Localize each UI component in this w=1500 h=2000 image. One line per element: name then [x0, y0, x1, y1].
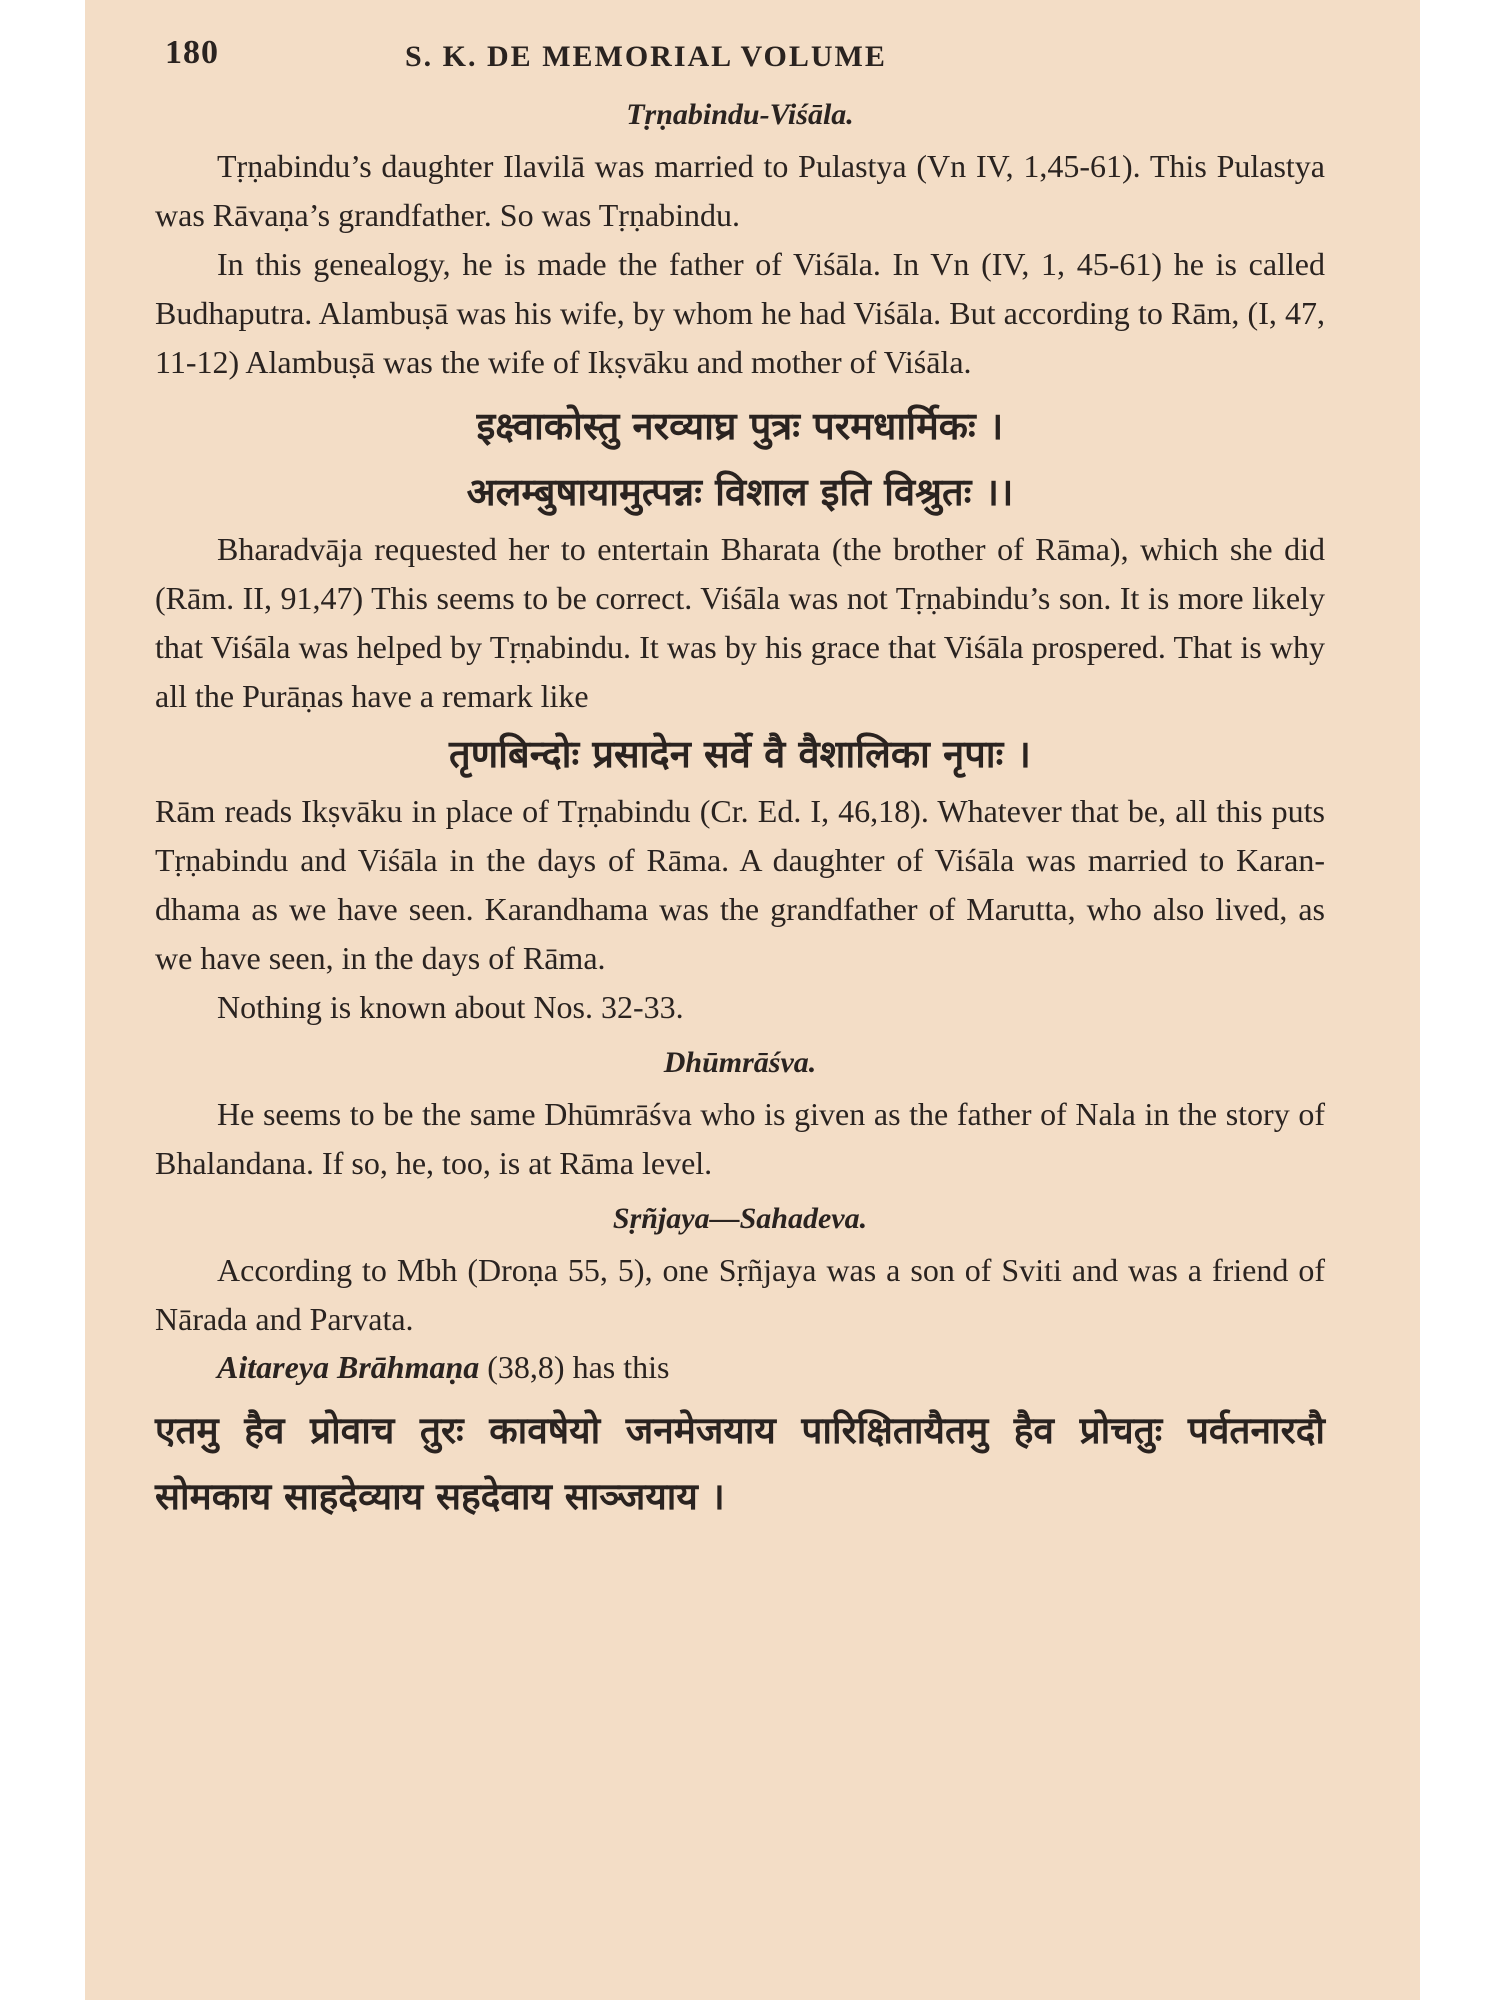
running-head: [155, 30, 1325, 90]
paragraph-8: [155, 1344, 1325, 1390]
sanskrit-verse-2: तृणबिन्दोः प्रसादेन सर्वे वै वैशालिका नृपाः ।: [449, 732, 1031, 776]
sanskrit-verse-1-line-2: अलम्बुषायामुत्पन्नः विशाल इति विश्रुतः ।।: [466, 470, 1014, 514]
section-heading-dhumrasva: Dhūmrāśva.: [663, 1046, 817, 1079]
paragraph-5: Nothing is known about Nos. 32-33.: [217, 989, 684, 1025]
paragraph-8-rest: (38,8) has this: [479, 1349, 670, 1385]
section-heading-trnabindu-visala: Tṛṇabindu-Viśāla.: [626, 98, 854, 131]
paragraph-6: He seems to be the same Dhūmrāśva who is given as the father of Nala in the story of Bhalandana. If so, he, too, is at Rāma level.: [155, 1096, 1325, 1181]
paragraph-4: Rām reads Ikṣvāku in place of Tṛṇabindu (Cr. Ed. I, 46,18). Whatever that be, all this puts Tṛṇabindu and Viśāla in the days of Rāma. A daughter of Viśāla was married to Karan-dhama as we have seen. Karandhama was the grandfather of Marutta, who also lived, as we have seen, in the days of Rāma.: [155, 793, 1325, 976]
section-heading-srnjaya-sahadeva: Sṛñjaya—Sahadeva.: [612, 1202, 868, 1235]
paragraph-7: According to Mbh (Droṇa 55, 5), one Sṛñjaya was a son of Sviti and was a friend of Nārada and Parvata.: [155, 1252, 1325, 1337]
aitareya-brahmana-title: Aitareya Brāhmaṇa: [217, 1349, 480, 1385]
page-number: 180: [165, 34, 219, 71]
paragraph-1: Tṛṇabindu’s daughter Ilavilā was married to Pulastya (Vn IV, 1,45-61). This Pulastya was Rāvaṇa’s grandfather. So was Tṛṇabindu.: [155, 148, 1325, 233]
paragraph-2: In this genealogy, he is made the father of Viśāla. In Vn (IV, 1, 45-61) he is called Budhaputra. Alambuṣā was his wife, by whom he had Viśāla. But according to Rām, (I, 47, 11-12) Alambuṣā was the wife of Ikṣvāku and mother of Viśāla.: [155, 246, 1325, 380]
sanskrit-verse-3: एतमु हैव प्रोवाच तुरः कावषेयो जनमेजयाय पारिक्षितायैतमु हैव प्रोचतुः पर्वतनारदौ सोमकाय साहदेव्याय सहदेवाय साञ्जयाय ।: [155, 1409, 1325, 1518]
sanskrit-verse-1-line-1: इक्ष्वाकोस्तु नरव्याघ्र पुत्रः परमधार्मिकः ।: [476, 404, 1004, 448]
page-content: [155, 30, 1325, 1530]
paragraph-3: Bharadvāja requested her to entertain Bharata (the brother of Rāma), which she did (Rām. II, 91,47) This seems to be correct. Viśāla was not Tṛṇabindu’s son. It is more likely that Viśāla was helped by Tṛṇabindu. It was by his grace that Viśāla prospered. That is why all the Purāṇas have a remark like: [155, 531, 1325, 714]
running-title: S. K. DE MEMORIAL VOLUME: [405, 40, 887, 73]
book-page: [85, 0, 1420, 2000]
